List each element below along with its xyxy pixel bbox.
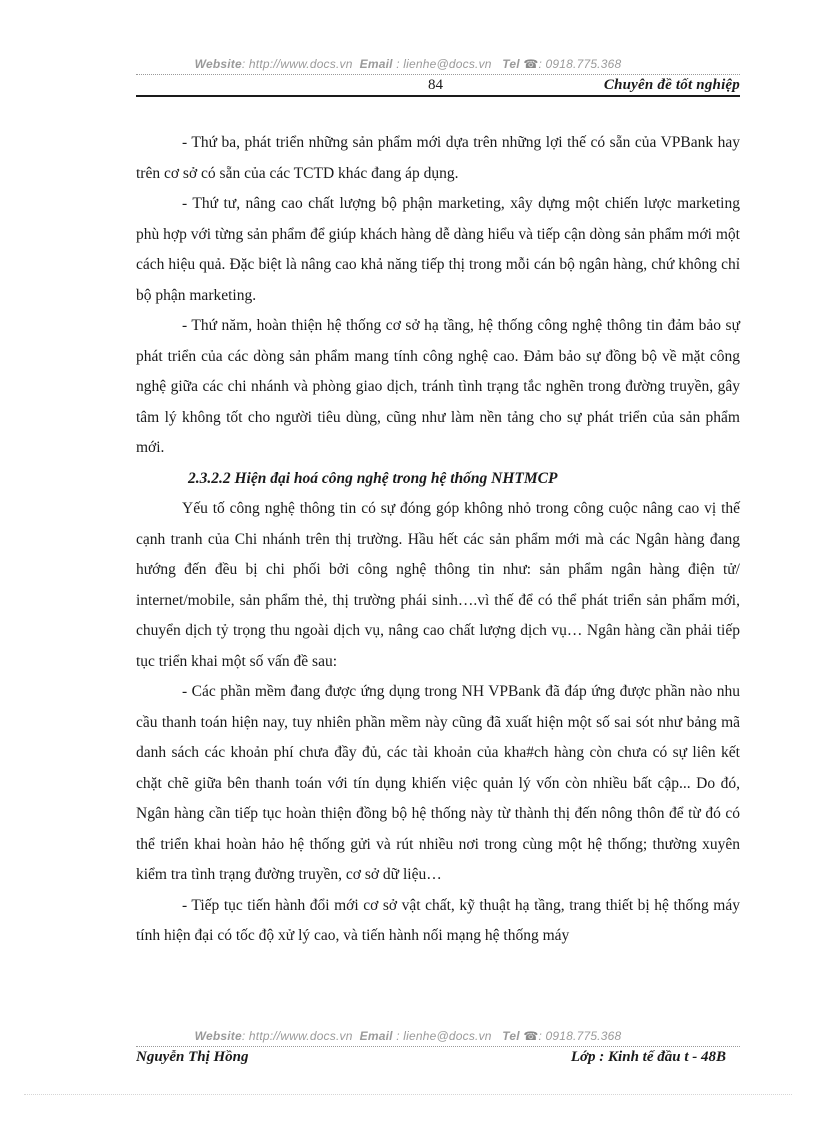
email-value: : lienhe@docs.vn: [396, 57, 492, 71]
header-title: Chuyên đề tốt nghiệp: [603, 77, 740, 93]
tel-value: : 0918.775.368: [538, 1029, 622, 1043]
footer-class: Lớp : Kinh tế đầu t - 48B: [570, 1049, 726, 1065]
paragraph: - Các phần mềm đang được ứng dụng trong NH VPBank đã đáp ứng được phần nào nhu cầu thanh toán hiện nay, tuy nhiên phần mềm này cũng đã xuất hiện một số sai sót như bảng mã danh sách các khoản phí chưa đầy đủ, các tài khoản của kha#ch hàng còn chưa có sự liên kết chặt chẽ giữa bên thanh toán với tín dụng khiến việc quản lý vốn còn nhiều bất cập... Do đó, Ngân hàng cần tiếp tục hoàn thiện đồng bộ hệ thống này từ thành thị đến nông thôn để từ đó có thể triển khai hoàn hảo hệ thống gửi và rút nhiều nơi trong cùng một hệ thống; thường xuyên kiểm tra tình trạng đường truyền, cơ sở dữ liệu…: [136, 683, 740, 883]
page-number: 84: [428, 77, 443, 93]
watermark-divider-top: [136, 74, 740, 75]
paragraph: - Thứ tư, nâng cao chất lượng bộ phận marketing, xây dựng một chiến lược marketing phù hợp với từng sản phẩm để giúp khách hàng dễ dàng hiểu và tiếp cận dòng sản phẩm mới một cách hiệu quả. Đặc biệt là nâng cao khả năng tiếp thị trong mỗi cán bộ ngân hàng, chứ không chỉ bộ phận marketing.: [136, 195, 740, 304]
watermark-top: [0, 57, 816, 71]
paragraph: Yếu tố công nghệ thông tin có sự đóng góp không nhỏ trong công cuộc nâng cao vị thế cạnh tranh của Chi nhánh trên thị trường. Hầu hết các sản phẩm mới mà các Ngân hàng đang hướng đến đều bị chi phối bởi công nghệ thông tin như: sản phẩm ngân hàng điện tử/ internet/mobile, sản phẩm thẻ, thị trường phái sinh….vì thế để có thể phát triển sản phẩm mới, chuyển dịch tỷ trọng thu ngoài dịch vụ, nâng cao chất lượng dịch vụ… Ngân hàng cần phải tiếp tục triển khai một số vấn đề sau:: [136, 500, 740, 670]
phone-icon: ☎: [523, 57, 539, 71]
website-label: Website: [194, 57, 242, 71]
footer-author: Nguyễn Thị Hồng: [136, 1049, 249, 1065]
page-bottom-divider: [24, 1094, 792, 1095]
header-divider: [136, 95, 740, 97]
page-footer: [136, 1047, 740, 1071]
paragraph: - Thứ ba, phát triển những sản phẩm mới dựa trên những lợi thế có sẵn của VPBank hay trên cơ sở có sẵn của các TCTD khác đang áp dụng.: [136, 134, 740, 182]
tel-label: Tel: [502, 57, 520, 71]
email-label: Email: [359, 57, 393, 71]
website-value: : http://www.docs.vn: [241, 1029, 353, 1043]
paragraph: - Thứ năm, hoàn thiện hệ thống cơ sở hạ tầng, hệ thống công nghệ thông tin đảm bảo sự phát triển của các dòng sản phẩm mang tính công nghệ cao. Đảm bảo sự đồng bộ về mặt công nghệ giữa các chi nhánh và phòng giao dịch, tránh tình trạng tắc nghẽn trong đường truyền, gây tâm lý không tốt cho người tiêu dùng, cũng như làm nền tảng cho sự phát triển của sản phẩm mới.: [136, 317, 740, 456]
website-label: Website: [194, 1029, 242, 1043]
page-header: [136, 76, 740, 96]
email-label: Email: [359, 1029, 393, 1043]
tel-value: : 0918.775.368: [538, 57, 622, 71]
phone-icon: ☎: [523, 1029, 539, 1043]
paragraph: - Tiếp tục tiến hành đổi mới cơ sở vật chất, kỹ thuật hạ tầng, trang thiết bị hệ thống máy tính hiện đại có tốc độ xử lý cao, và tiến hành nối mạng hệ thống máy: [136, 896, 740, 944]
watermark-bottom: [0, 1029, 816, 1043]
page-body: [136, 128, 740, 952]
section-heading: 2.3.2.2 Hiện đại hoá công nghệ trong hệ thống NHTMCP: [188, 469, 558, 487]
tel-label: Tel: [502, 1029, 520, 1043]
website-value: : http://www.docs.vn: [241, 57, 353, 71]
email-value: : lienhe@docs.vn: [396, 1029, 492, 1043]
